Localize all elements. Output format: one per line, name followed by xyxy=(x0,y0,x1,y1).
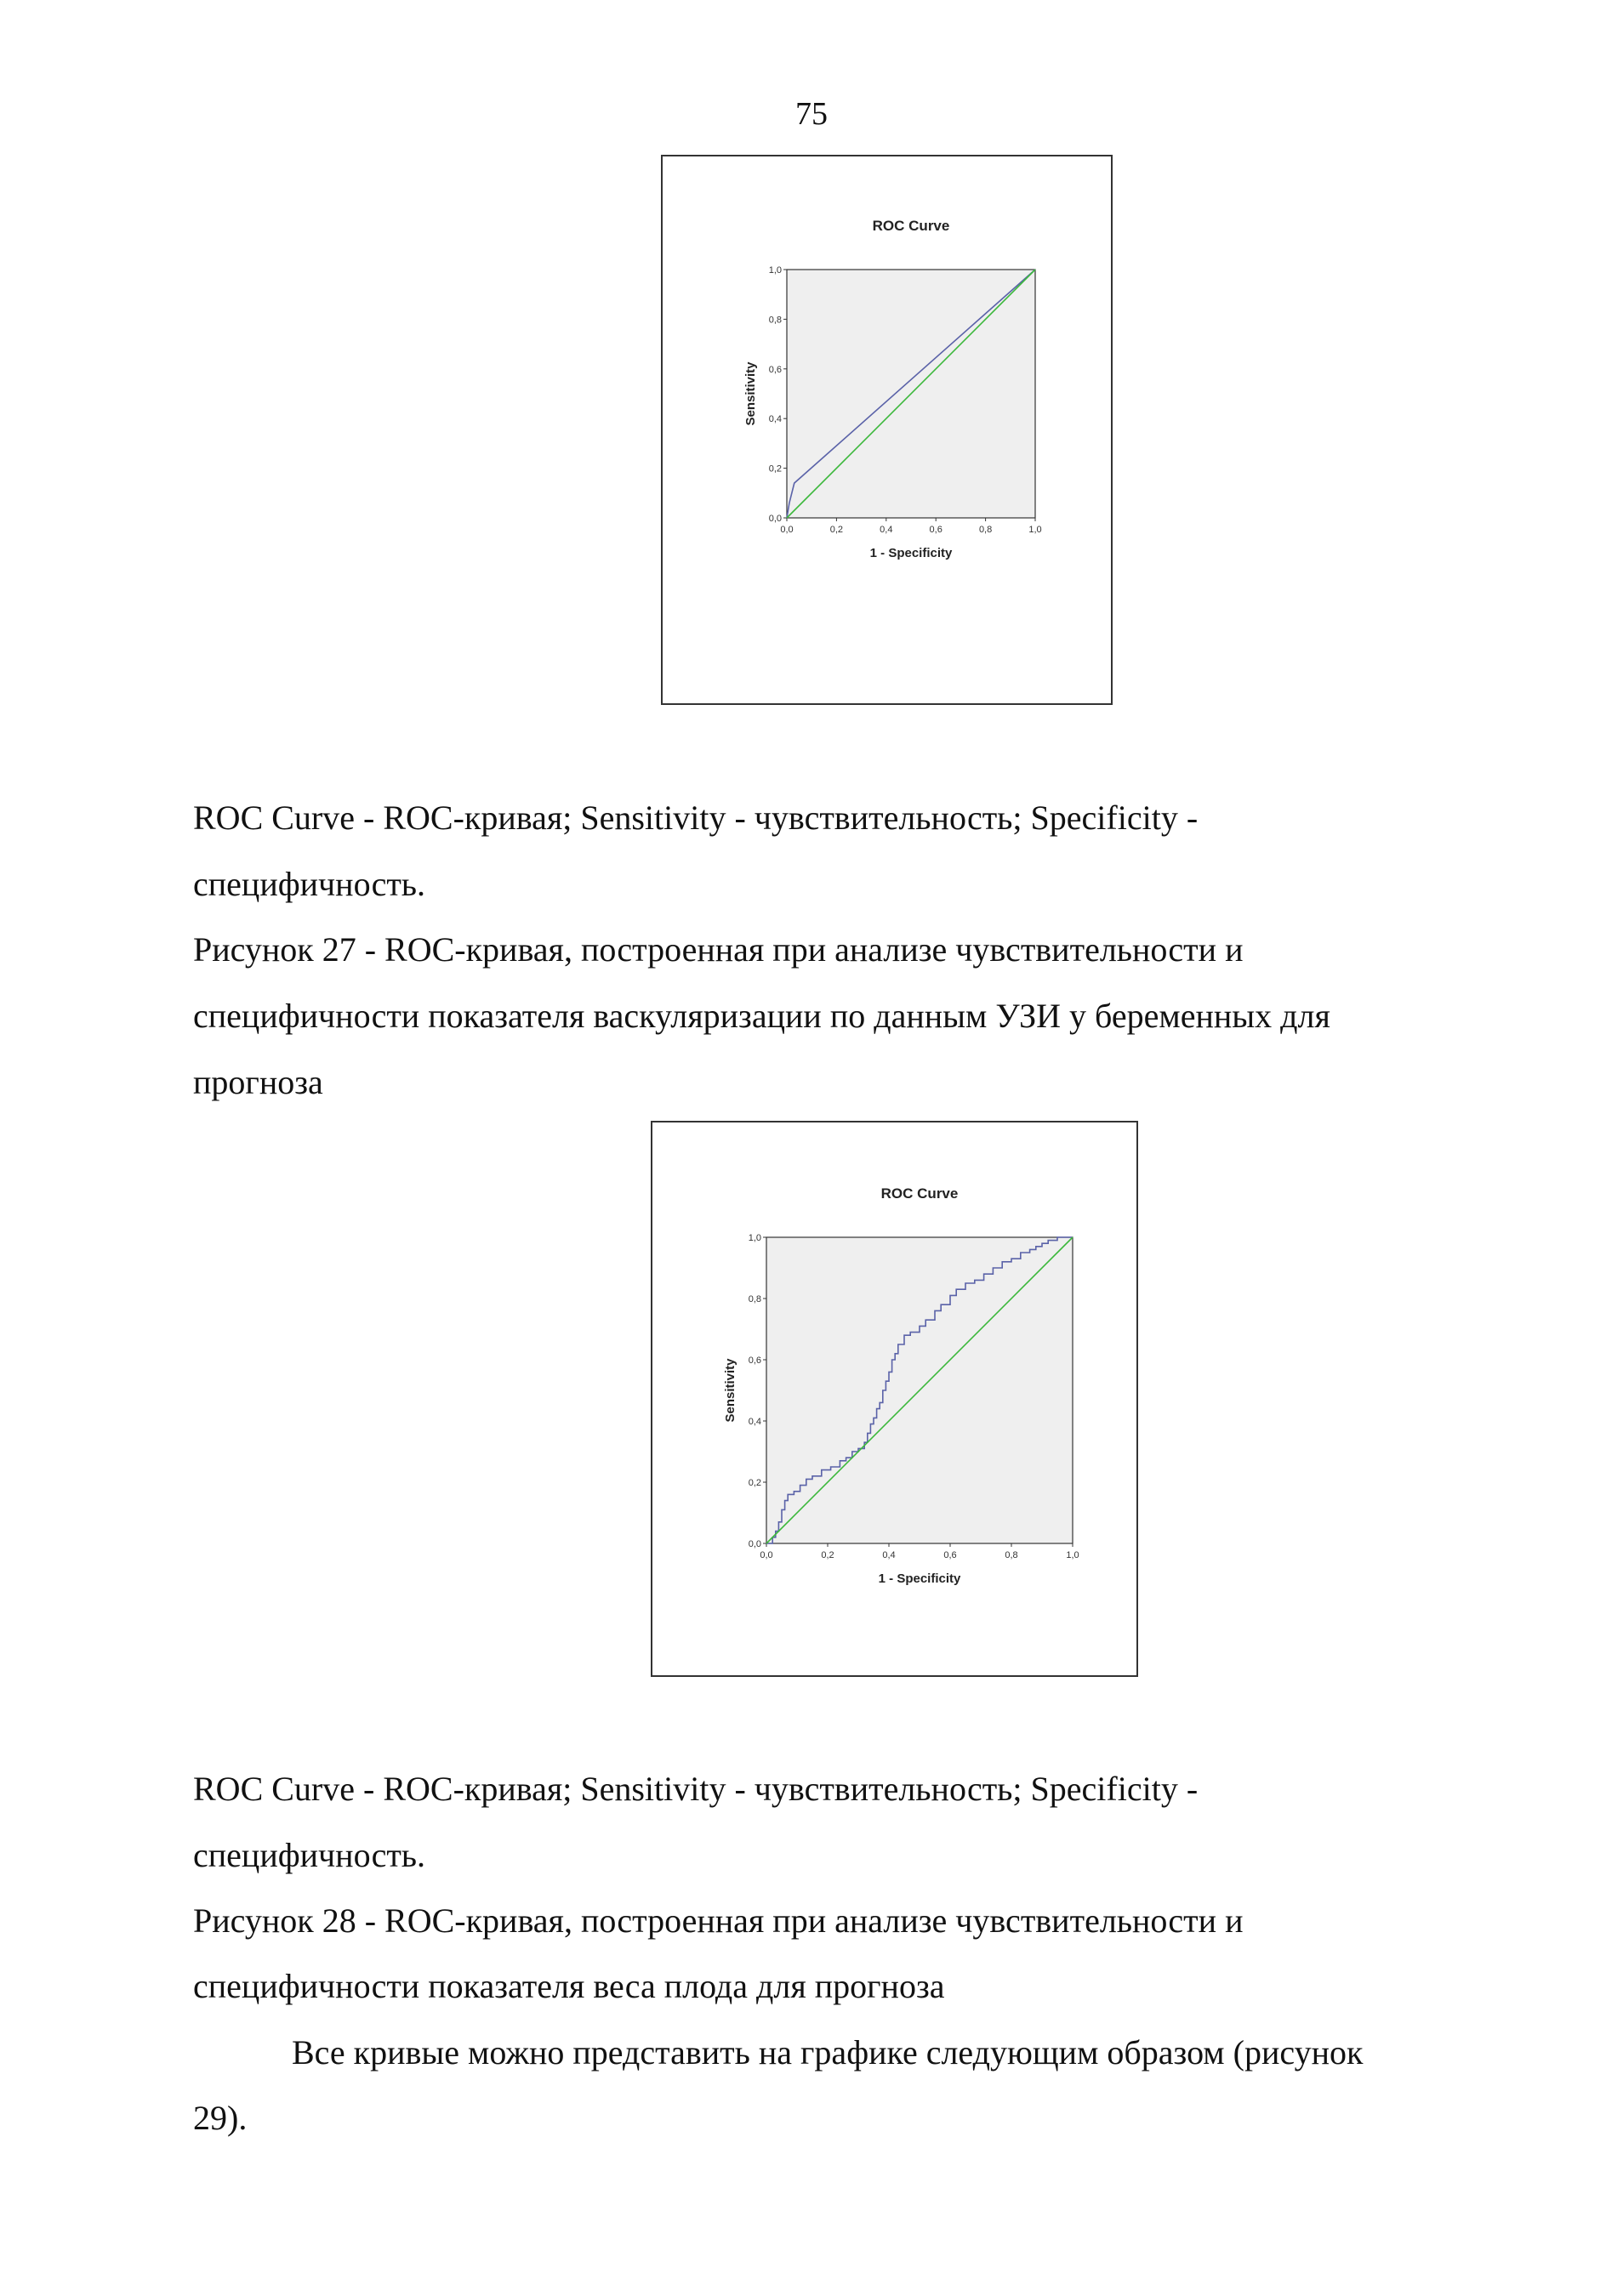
chart1-y-axis-label: Sensitivity xyxy=(743,361,758,426)
figure-27-roc-chart xyxy=(663,156,1114,707)
chart2-x-tick-label: 0,0 xyxy=(760,1550,773,1560)
chart2-x-tick-label: 0,4 xyxy=(882,1550,896,1560)
page-number: 75 xyxy=(795,96,828,132)
chart2-y-tick-label: 0,4 xyxy=(748,1417,761,1427)
chart2-x-axis-label: 1 - Specificity xyxy=(878,1571,961,1586)
chart1-y-tick-label: 0,0 xyxy=(768,514,782,524)
chart1-y-tick-label: 0,6 xyxy=(768,364,782,375)
figure-27-title-line-2: специфичности показателя васкуляризации по данным УЗИ у беременных для xyxy=(193,997,1330,1035)
chart2-y-tick-label: 1,0 xyxy=(748,1233,761,1243)
chart2-x-tick-label: 0,6 xyxy=(943,1550,957,1560)
figure-28-legend-line-2: специфичность. xyxy=(193,1836,426,1874)
figure-27-title-line-3: прогноза xyxy=(193,1063,323,1101)
chart1-x-tick-label: 0,0 xyxy=(780,525,794,535)
chart2-y-axis-label: Sensitivity xyxy=(723,1358,737,1423)
chart2-x-tick-label: 0,8 xyxy=(1005,1550,1018,1560)
chart1-x-tick-label: 0,8 xyxy=(978,525,993,535)
figure-27-frame xyxy=(661,155,1113,705)
chart1-y-tick-label: 1,0 xyxy=(768,265,782,276)
chart2-x-tick-label: 0,2 xyxy=(821,1550,834,1560)
body-paragraph-line-2: 29). xyxy=(193,2099,248,2137)
figure-28-frame xyxy=(651,1121,1138,1677)
figure-28-legend-line-1: ROC Curve - ROC-кривая; Sensitivity - чувствительность; Specificity - xyxy=(193,1770,1199,1808)
chart1-x-tick-label: 0,2 xyxy=(829,525,844,535)
chart1-x-tick-label: 0,4 xyxy=(880,525,893,535)
figure-28-roc-chart xyxy=(652,1122,1140,1679)
chart1-x-tick-label: 0,6 xyxy=(929,525,942,535)
figure-28-title-line-2: специфичности показателя веса плода для прогноза xyxy=(193,1967,945,2005)
chart2-title: ROC Curve xyxy=(880,1185,959,1202)
chart2-x-tick-label: 1,0 xyxy=(1066,1550,1079,1560)
chart2-y-tick-label: 0,8 xyxy=(748,1294,761,1304)
chart1-title: ROC Curve xyxy=(872,218,950,234)
figure-28-title-line-1: Рисунок 28 - ROC-кривая, построенная при анализе чувствительности и xyxy=(193,1901,1244,1940)
body-paragraph-line-1: Все кривые можно представить на графике следующим образом (рисунок xyxy=(292,2033,1364,2072)
chart1-y-tick-label: 0,2 xyxy=(768,463,782,475)
figure-27-title-line-1: Рисунок 27 - ROC-кривая, построенная при анализе чувствительности и xyxy=(193,930,1244,969)
chart1-x-axis-label: 1 - Specificity xyxy=(869,546,953,560)
chart2-y-tick-label: 0,2 xyxy=(748,1478,761,1488)
chart2-y-tick-label: 0,6 xyxy=(748,1355,761,1366)
chart2-y-tick-label: 0,0 xyxy=(748,1539,761,1549)
figure-27-legend-line-2: специфичность. xyxy=(193,865,426,903)
figure-27-legend-line-1: ROC Curve - ROC-кривая; Sensitivity - чувствительность; Specificity - xyxy=(193,798,1199,837)
chart1-y-tick-label: 0,4 xyxy=(768,414,782,425)
chart1-x-tick-label: 1,0 xyxy=(1028,525,1042,535)
chart1-y-tick-label: 0,8 xyxy=(768,315,782,326)
